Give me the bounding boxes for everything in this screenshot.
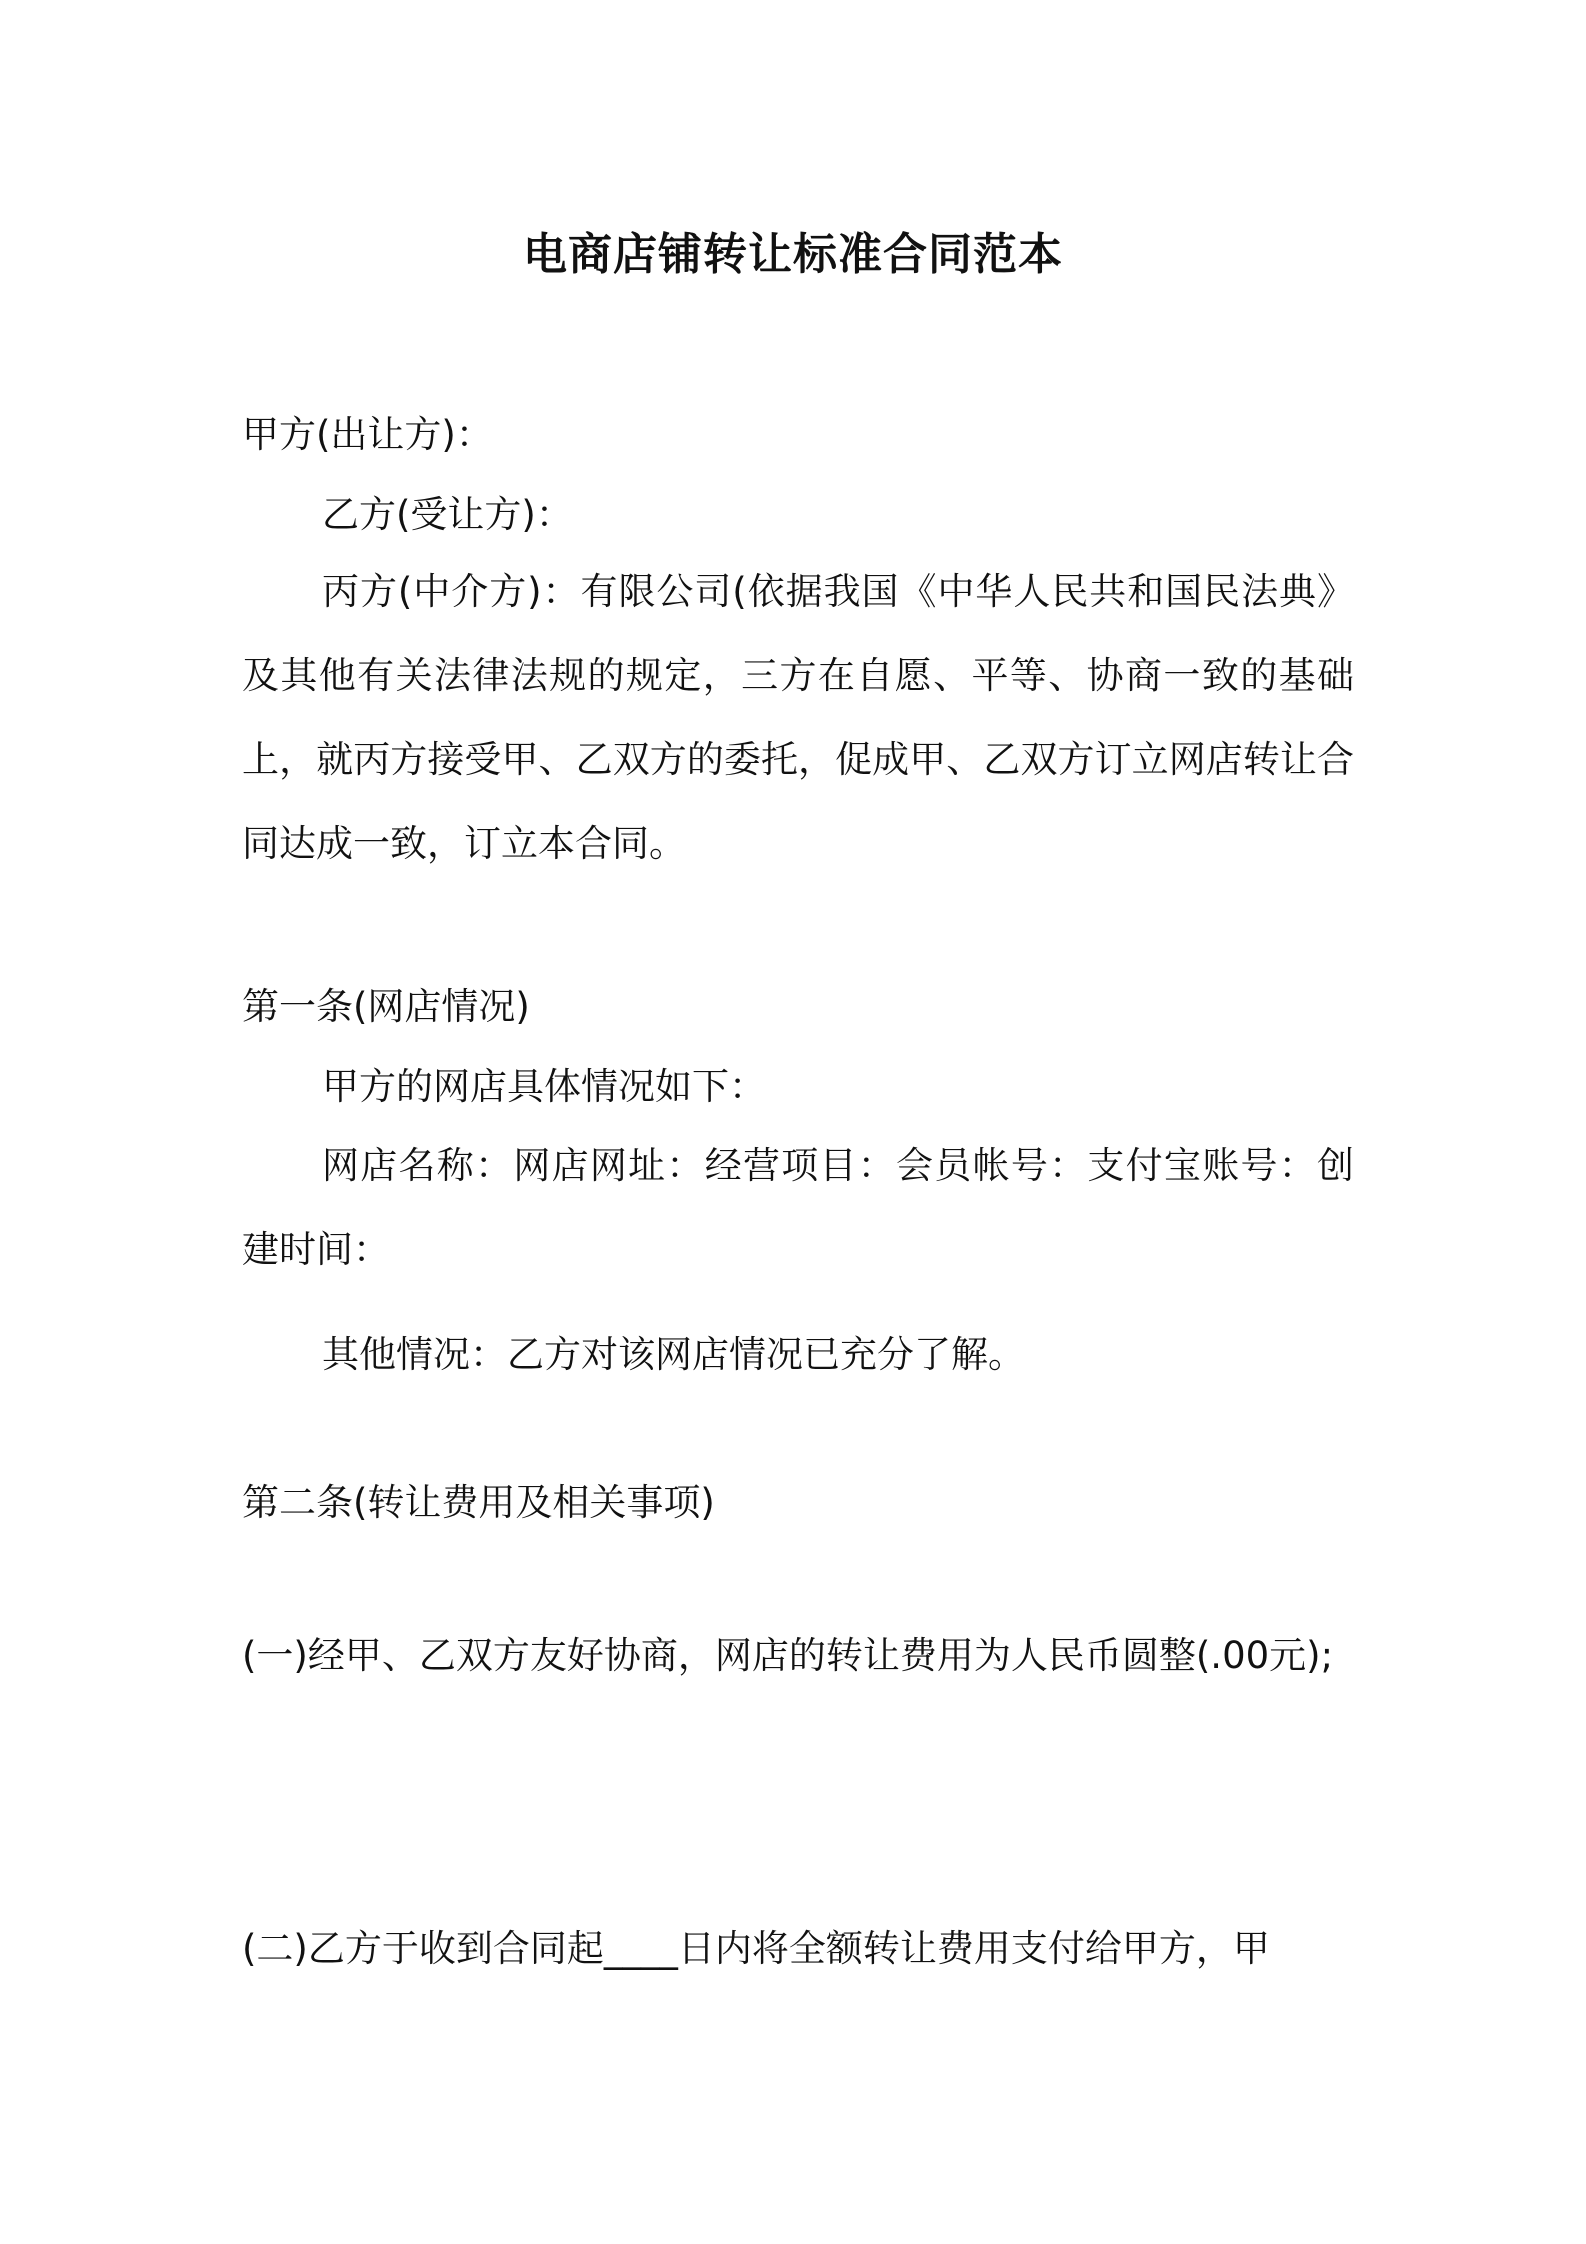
article-1-lead: 甲方的网店具体情况如下： [322, 1065, 766, 1108]
intro-paragraph: 丙方(中介方)：有限公司(依据我国《中华人民共和国民法典》及其他有关法律法规的规定，三方在自愿、平等、协商一致的基础上，就丙方接受甲、乙双方的委托，促成甲、乙双方订立网店转让合同达成一致，订立本合同。 [242, 570, 1354, 865]
party-b-label: 乙方(受让方)： [322, 493, 573, 536]
party-a-label: 甲方(出让方)： [242, 413, 493, 456]
article-1-fields: 网店名称：网店网址：经营项目：会员帐号：支付宝账号：创建时间： [242, 1144, 1354, 1271]
article-2-clause-1: (一)经甲、乙双方友好协商，网店的转让费用为人民币圆整(.00元); [242, 1634, 1334, 1677]
article-2-clause-2: (二)乙方于收到合同起____日内将全额转让费用支付给甲方，甲 [242, 1927, 1270, 1970]
document-title: 电商店铺转让标准合同范本 [523, 229, 1063, 280]
article-1-heading: 第一条(网店情况) [242, 985, 530, 1028]
article-1-other: 其他情况：乙方对该网店情况已充分了解。 [322, 1333, 1025, 1376]
article-2-heading: 第二条(转让费用及相关事项) [242, 1481, 715, 1524]
